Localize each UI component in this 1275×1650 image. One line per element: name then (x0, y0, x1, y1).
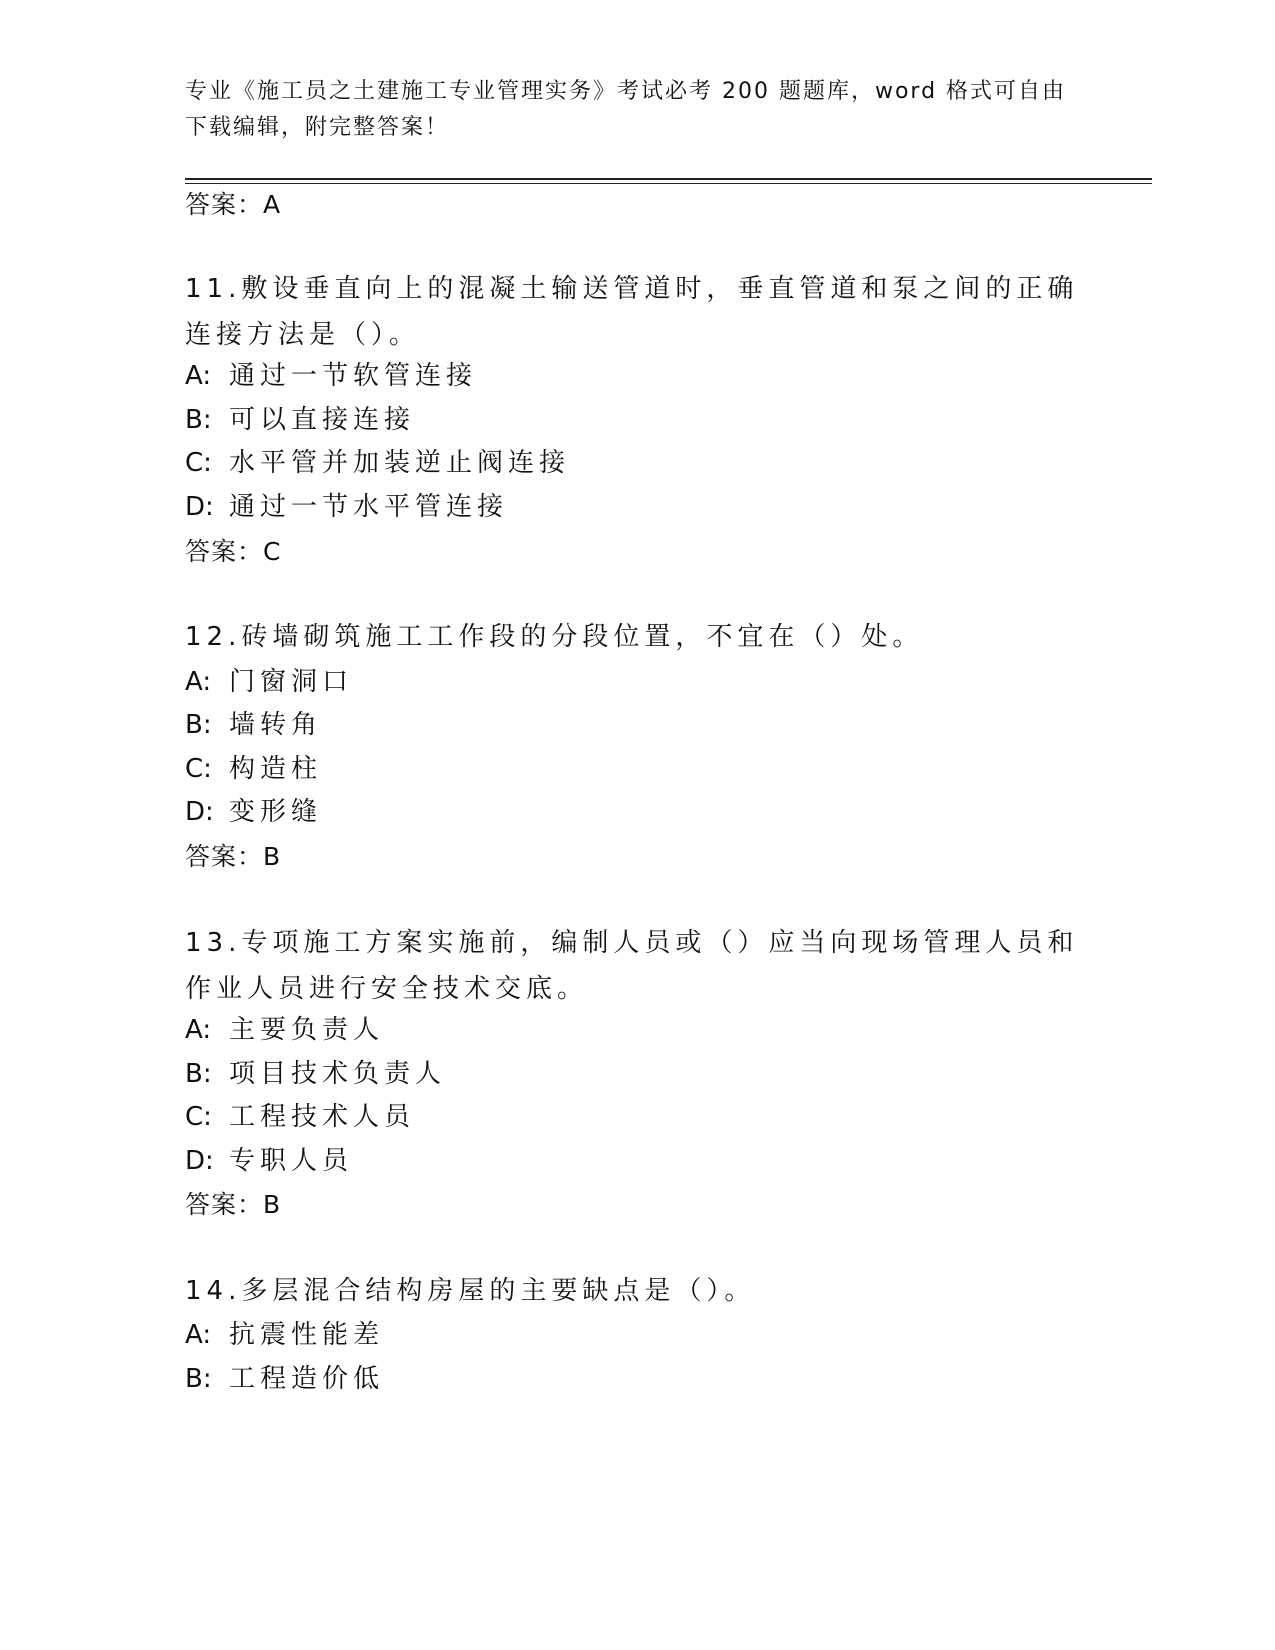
option-text: 墙转角 (229, 710, 323, 740)
option-letter: D: (185, 797, 214, 827)
option-letter: B: (185, 1364, 212, 1394)
option-text: 项目技术负责人 (229, 1059, 447, 1089)
document-header: 专业《施工员之土建施工专业管理实务》考试必考 200 题题库，word 格式可自由下载编辑，附完整答案！ (185, 79, 1067, 140)
option-text: 工程技术人员 (229, 1102, 416, 1132)
question-12-option-a (185, 667, 353, 697)
question-12-option-d (185, 797, 322, 827)
option-letter: C: (185, 1102, 212, 1132)
answer-11: 答案：C (185, 537, 282, 566)
question-12-option-b (185, 710, 322, 740)
option-text: 抗震性能差 (229, 1320, 385, 1350)
question-11-option-d (185, 492, 508, 522)
option-text: 变形缝 (229, 797, 323, 827)
question-12: 12.砖墙砌筑施工工作段的分段位置，不宜在（）处。 (185, 622, 924, 652)
option-letter: A: (185, 1320, 212, 1350)
question-14-option-b (185, 1364, 384, 1394)
option-text: 主要负责人 (229, 1015, 385, 1045)
option-text: 通过一节软管连接 (229, 361, 478, 391)
question-11-option-c (185, 448, 570, 478)
option-text: 工程造价低 (229, 1364, 385, 1394)
question-14-option-a (185, 1320, 384, 1350)
question-14: 14.多层混合结构房屋的主要缺点是（）。 (185, 1276, 756, 1306)
option-letter: B: (185, 1059, 212, 1089)
option-text: 门窗洞口 (229, 667, 354, 697)
option-letter: B: (185, 405, 212, 435)
option-letter: C: (185, 754, 212, 784)
option-letter: A: (185, 667, 212, 697)
answer-13: 答案：B (185, 1190, 282, 1219)
question-12-option-c (185, 754, 322, 784)
option-letter: B: (185, 710, 212, 740)
option-text: 专职人员 (229, 1146, 354, 1176)
question-11: 11.敷设垂直向上的混凝土输送管道时，垂直管道和泵之间的正确连接方法是（）。 (185, 274, 1079, 350)
option-text: 水平管并加装逆止阀连接 (229, 448, 571, 478)
option-letter: D: (185, 1146, 214, 1176)
question-13-option-d (185, 1146, 353, 1176)
answer-12: 答案：B (185, 842, 282, 871)
option-letter: A: (185, 1015, 212, 1045)
question-11-option-a (185, 361, 477, 391)
question-13-option-c (185, 1102, 415, 1132)
header-divider-thin (185, 183, 1152, 184)
header-divider (185, 178, 1152, 180)
question-13-option-a (185, 1015, 384, 1045)
option-text: 构造柱 (229, 754, 323, 784)
option-text: 可以直接连接 (229, 405, 416, 435)
option-text: 通过一节水平管连接 (229, 492, 509, 522)
option-letter: D: (185, 492, 214, 522)
question-13: 13.专项施工方案实施前，编制人员或（）应当向现场管理人员和作业人员进行安全技术交底。 (185, 928, 1079, 1004)
question-13-option-b (185, 1059, 446, 1089)
answer-10: 答案：A (185, 190, 282, 219)
question-11-option-b (185, 405, 415, 435)
option-letter: A: (185, 361, 212, 391)
option-letter: C: (185, 448, 212, 478)
